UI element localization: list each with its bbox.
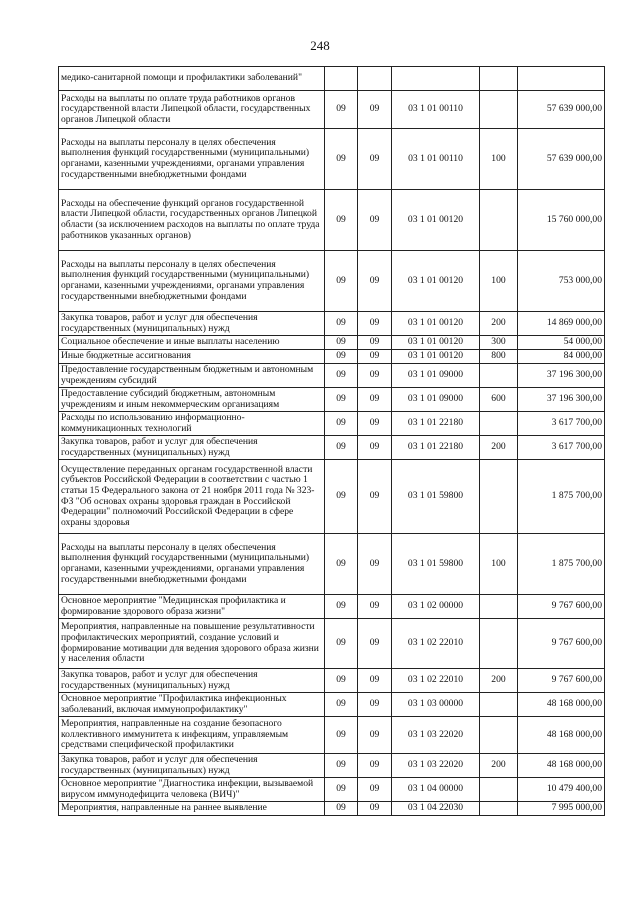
target-article-code: 03 1 02 00000	[392, 595, 480, 619]
expense-name: Закупка товаров, работ и услуг для обеспечения государственных (муниципальных) нужд	[59, 669, 325, 693]
expense-name: Мероприятия, направленные на раннее выявление	[59, 802, 325, 816]
target-article-code: 03 1 04 22030	[392, 802, 480, 816]
expense-name: медико-санитарной помощи и профилактики заболеваний"	[59, 67, 325, 91]
amount: 57 639 000,00	[518, 129, 605, 190]
expense-type-code	[480, 693, 518, 717]
section-code	[325, 67, 358, 91]
amount: 14 869 000,00	[518, 312, 605, 336]
subsection-code: 09	[358, 364, 392, 388]
expense-name: Основное мероприятие "Диагностика инфекции, вызываемой вирусом иммунодефицита человека (ВИЧ)"	[59, 778, 325, 802]
expense-name: Закупка товаров, работ и услуг для обеспечения государственных (муниципальных) нужд	[59, 754, 325, 778]
table-row	[59, 190, 605, 251]
subsection-code: 09	[358, 717, 392, 754]
expense-name: Мероприятия, направленные на повышение результативности профилактических мероприятий, создание условий и формирование мотивации для ведения здорового образа жизни у населения области	[59, 619, 325, 669]
section-code: 09	[325, 754, 358, 778]
subsection-code: 09	[358, 669, 392, 693]
target-article-code: 03 1 01 59800	[392, 534, 480, 595]
subsection-code: 09	[358, 412, 392, 436]
amount: 57 639 000,00	[518, 91, 605, 129]
expense-name: Закупка товаров, работ и услуг для обеспечения государственных (муниципальных) нужд	[59, 312, 325, 336]
subsection-code: 09	[358, 754, 392, 778]
table-row	[59, 669, 605, 693]
table-row	[59, 312, 605, 336]
table-row	[59, 436, 605, 460]
expense-type-code	[480, 364, 518, 388]
target-article-code: 03 1 03 00000	[392, 693, 480, 717]
section-code: 09	[325, 91, 358, 129]
expense-type-code	[480, 412, 518, 436]
expense-name: Социальное обеспечение и иные выплаты населению	[59, 336, 325, 350]
table-row	[59, 364, 605, 388]
subsection-code: 09	[358, 436, 392, 460]
table-row	[59, 754, 605, 778]
expense-type-code	[480, 67, 518, 91]
subsection-code: 09	[358, 251, 392, 312]
amount: 3 617 700,00	[518, 412, 605, 436]
budget-table	[58, 66, 605, 816]
subsection-code: 09	[358, 336, 392, 350]
amount: 48 168 000,00	[518, 754, 605, 778]
subsection-code: 09	[358, 312, 392, 336]
amount: 1 875 700,00	[518, 534, 605, 595]
table-row	[59, 460, 605, 534]
expense-type-code	[480, 717, 518, 754]
subsection-code: 09	[358, 778, 392, 802]
subsection-code: 09	[358, 534, 392, 595]
amount: 753 000,00	[518, 251, 605, 312]
section-code: 09	[325, 336, 358, 350]
section-code: 09	[325, 129, 358, 190]
expense-type-code	[480, 802, 518, 816]
subsection-code: 09	[358, 802, 392, 816]
expense-type-code: 800	[480, 350, 518, 364]
amount: 48 168 000,00	[518, 717, 605, 754]
subsection-code: 09	[358, 388, 392, 412]
subsection-code: 09	[358, 91, 392, 129]
section-code: 09	[325, 693, 358, 717]
table-row	[59, 802, 605, 816]
expense-type-code: 100	[480, 129, 518, 190]
target-article-code: 03 1 02 22010	[392, 619, 480, 669]
amount: 9 767 600,00	[518, 619, 605, 669]
amount: 3 617 700,00	[518, 436, 605, 460]
table-row	[59, 778, 605, 802]
expense-name: Предоставление субсидий бюджетным, автономным учреждениям и иным некоммерческим организациям	[59, 388, 325, 412]
expense-name: Основное мероприятие "Профилактика инфекционных заболеваний, включая иммунопрофилактику"	[59, 693, 325, 717]
amount: 37 196 300,00	[518, 364, 605, 388]
subsection-code	[358, 67, 392, 91]
table-row	[59, 67, 605, 91]
section-code: 09	[325, 669, 358, 693]
subsection-code: 09	[358, 460, 392, 534]
expense-type-code: 200	[480, 669, 518, 693]
expense-name: Основное мероприятие "Медицинская профилактика и формирование здорового образа жизни"	[59, 595, 325, 619]
expense-name: Закупка товаров, работ и услуг для обеспечения государственных (муниципальных) нужд	[59, 436, 325, 460]
table-row	[59, 595, 605, 619]
table-row	[59, 350, 605, 364]
section-code: 09	[325, 350, 358, 364]
expense-name: Расходы по использованию информационно-коммуникационных технологий	[59, 412, 325, 436]
target-article-code: 03 1 04 00000	[392, 778, 480, 802]
target-article-code: 03 1 02 22010	[392, 669, 480, 693]
target-article-code: 03 1 03 22020	[392, 717, 480, 754]
expense-type-code	[480, 619, 518, 669]
expense-type-code	[480, 91, 518, 129]
expense-type-code	[480, 778, 518, 802]
target-article-code: 03 1 01 00120	[392, 312, 480, 336]
amount: 48 168 000,00	[518, 693, 605, 717]
subsection-code: 09	[358, 595, 392, 619]
target-article-code: 03 1 01 59800	[392, 460, 480, 534]
target-article-code: 03 1 01 09000	[392, 388, 480, 412]
expense-type-code: 200	[480, 436, 518, 460]
section-code: 09	[325, 534, 358, 595]
amount: 84 000,00	[518, 350, 605, 364]
section-code: 09	[325, 364, 358, 388]
expense-name: Предоставление государственным бюджетным и автономным учреждениям субсидий	[59, 364, 325, 388]
table-row	[59, 336, 605, 350]
table-row	[59, 534, 605, 595]
amount: 1 875 700,00	[518, 460, 605, 534]
expense-name: Расходы на выплаты персоналу в целях обеспечения выполнения функций государственными (муниципальными) органами, казенными учреждениями, органами управления государственными внебюджетными фондами	[59, 534, 325, 595]
expense-type-code: 100	[480, 534, 518, 595]
subsection-code: 09	[358, 693, 392, 717]
section-code: 09	[325, 412, 358, 436]
table-row	[59, 693, 605, 717]
target-article-code: 03 1 01 00120	[392, 251, 480, 312]
table-row	[59, 619, 605, 669]
expense-name: Расходы на выплаты персоналу в целях обеспечения выполнения функций государственными (муниципальными) органами, казенными учреждениями, органами управления государственными внебюджетными фондами	[59, 251, 325, 312]
expense-type-code: 100	[480, 251, 518, 312]
expense-name: Мероприятия, направленные на создание безопасного коллективного иммунитета к инфекциям, управляемым средствами специфической профилактики	[59, 717, 325, 754]
expense-type-code	[480, 190, 518, 251]
expense-name: Расходы на выплаты по оплате труда работников органов государственной власти Липецкой области, государственных органов Липецкой области	[59, 91, 325, 129]
table-row	[59, 91, 605, 129]
page-number: 248	[310, 38, 330, 53]
section-code: 09	[325, 778, 358, 802]
expense-type-code: 300	[480, 336, 518, 350]
expense-type-code: 600	[480, 388, 518, 412]
amount: 7 995 000,00	[518, 802, 605, 816]
subsection-code: 09	[358, 129, 392, 190]
section-code: 09	[325, 388, 358, 412]
target-article-code: 03 1 01 22180	[392, 436, 480, 460]
target-article-code: 03 1 01 09000	[392, 364, 480, 388]
amount: 37 196 300,00	[518, 388, 605, 412]
section-code: 09	[325, 595, 358, 619]
target-article-code: 03 1 01 22180	[392, 412, 480, 436]
section-code: 09	[325, 312, 358, 336]
target-article-code: 03 1 01 00120	[392, 190, 480, 251]
target-article-code: 03 1 01 00110	[392, 129, 480, 190]
amount: 9 767 600,00	[518, 669, 605, 693]
table-row	[59, 412, 605, 436]
target-article-code: 03 1 01 00120	[392, 336, 480, 350]
amount	[518, 67, 605, 91]
target-article-code: 03 1 01 00120	[392, 350, 480, 364]
section-code: 09	[325, 802, 358, 816]
section-code: 09	[325, 436, 358, 460]
table-row	[59, 388, 605, 412]
expense-type-code	[480, 595, 518, 619]
table-row	[59, 251, 605, 312]
expense-name: Осуществление переданных органам государственной власти субъектов Российской Федерации в соответствии с частью 1 статьи 15 Федерального закона от 21 ноября 2011 года № 323-ФЗ "Об основах охраны здоровья граждан в Российской Федерации" полномочий Российской Федерации в сфере охраны здоровья	[59, 460, 325, 534]
amount: 54 000,00	[518, 336, 605, 350]
section-code: 09	[325, 190, 358, 251]
section-code: 09	[325, 619, 358, 669]
target-article-code	[392, 67, 480, 91]
budget-table-body	[59, 67, 605, 816]
amount: 10 479 400,00	[518, 778, 605, 802]
subsection-code: 09	[358, 350, 392, 364]
target-article-code: 03 1 01 00110	[392, 91, 480, 129]
expense-type-code: 200	[480, 754, 518, 778]
section-code: 09	[325, 460, 358, 534]
section-code: 09	[325, 251, 358, 312]
amount: 9 767 600,00	[518, 595, 605, 619]
amount: 15 760 000,00	[518, 190, 605, 251]
table-row	[59, 129, 605, 190]
section-code: 09	[325, 717, 358, 754]
expense-type-code: 200	[480, 312, 518, 336]
expense-name: Иные бюджетные ассигнования	[59, 350, 325, 364]
target-article-code: 03 1 03 22020	[392, 754, 480, 778]
subsection-code: 09	[358, 190, 392, 251]
expense-type-code	[480, 460, 518, 534]
expense-name: Расходы на выплаты персоналу в целях обеспечения выполнения функций государственными (муниципальными) органами, казенными учреждениями, органами управления государственными внебюджетными фондами	[59, 129, 325, 190]
expense-name: Расходы на обеспечение функций органов государственной власти Липецкой области, государственных органов Липецкой области (за исключением расходов на выплаты по оплате труда работников указанных органов)	[59, 190, 325, 251]
subsection-code: 09	[358, 619, 392, 669]
table-row	[59, 717, 605, 754]
